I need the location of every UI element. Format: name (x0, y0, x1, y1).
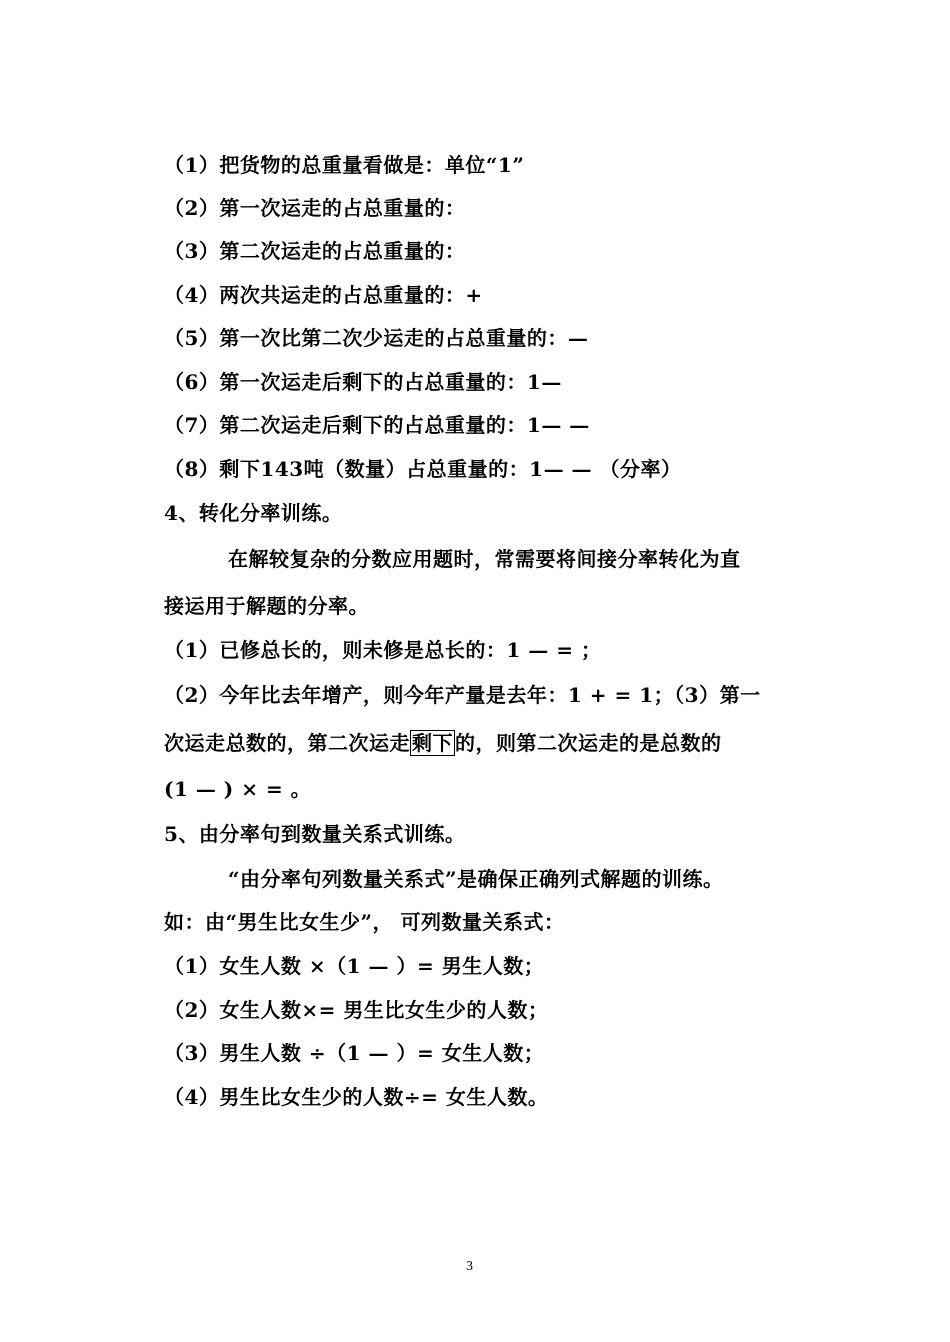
list-item-3: （3）第二次运走的占总重量的： (164, 239, 466, 263)
list-item-5: （5）第一次比第二次少运走的占总重量的：— (164, 326, 589, 350)
section-4-item-3-before: 次运走总数的，第二次运走 (164, 731, 410, 755)
list-item-6: （6）第一次运走后剩下的占总重量的：1— (164, 370, 562, 394)
section-4-item-3 (164, 730, 722, 756)
section-5-item-1: （1）女生人数 ×（1 — ）= 男生人数； (164, 954, 545, 978)
list-item-4: （4）两次共运走的占总重量的：+ (164, 283, 483, 307)
section-5-item-3: （3）男生人数 ÷（1 — ）= 女生人数； (164, 1041, 545, 1065)
list-item-8: （8）剩下143吨（数量）占总重量的：1— — （分率） (164, 457, 682, 481)
section-4-item-3-after: 的，则第二次运走的是总数的 (455, 731, 722, 755)
section-4-intro-line-2: 接运用于解题的分率。 (164, 594, 369, 618)
boxed-text: 剩下 (412, 731, 453, 755)
list-item-2: （2）第一次运走的占总重量的： (164, 196, 466, 220)
section-4-intro-line-1: 在解较复杂的分数应用题时，常需要将间接分率转化为直 (228, 547, 741, 571)
section-4-heading: 4、转化分率训练。 (164, 501, 343, 525)
section-4-item-2: （2）今年比去年增产，则今年产量是去年：1 + = 1；（3）第一 (164, 683, 761, 707)
list-item-7: （7）第二次运走后剩下的占总重量的：1— — (164, 413, 590, 437)
section-5-item-4: （4）男生比女生少的人数÷= 女生人数。 (164, 1085, 549, 1109)
list-item-1: （1）把货物的总重量看做是：单位“1” (164, 153, 525, 177)
section-5-item-2: （2）女生人数×= 男生比女生少的人数； (164, 998, 549, 1022)
page-number: 3 (466, 1259, 473, 1274)
section-4-item-1: （1）已修总长的，则未修是总长的：1 — = ； (164, 638, 602, 662)
section-5-heading: 5、由分率句到数量关系式训练。 (164, 822, 466, 846)
section-5-intro: “由分率句列数量关系式”是确保正确列式解题的训练。 (228, 867, 724, 891)
section-4-item-3-continuation: (1 — ) × = 。 (164, 777, 312, 801)
section-5-example: 如：由“男生比女生少”， 可列数量关系式： (164, 910, 565, 934)
